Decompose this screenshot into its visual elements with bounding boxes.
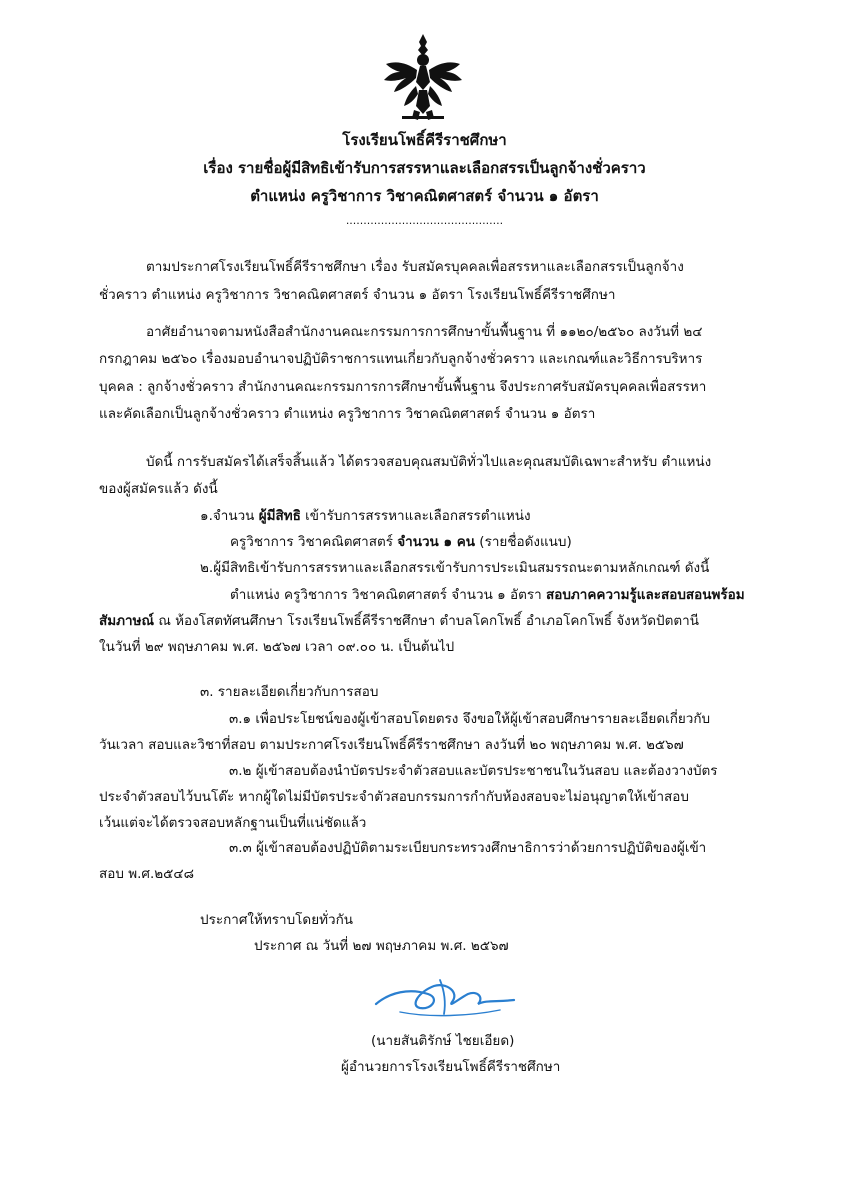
item-3-2-line-1: ๓.๒ ผู้เข้าสอบต้องนำบัตรประจำตัวสอบและบัตรประชาชนในวันสอบ และต้องวางบัตร: [229, 763, 718, 779]
item-2-line-3-bold: สัมภาษณ์: [99, 613, 155, 629]
closing-date: ประกาศ ณ วันที่ ๒๗ พฤษภาคม พ.ศ. ๒๕๖๗: [254, 938, 509, 954]
item-3-2-line-2: ประจำตัวสอบไว้บนโต๊ะ หากผู้ใดไม่มีบัตรประจำตัวสอบกรรมการกำกับห้องสอบจะไม่อนุญาตให้เข้าสอบ: [99, 789, 689, 805]
paragraph-2-line-1: อาศัยอำนาจตามหนังสือสำนักงานคณะกรรมการการศึกษาขั้นพื้นฐาน ที่ ๑๑๒๐/๒๕๖๐ ลงวันที่ ๒๔: [146, 324, 703, 340]
item-1-suffix: เข้ารับการสรรหาและเลือกสรรตำแหน่ง: [300, 508, 531, 524]
item-3-2-line-3: เว้นแต่จะได้ตรวจสอบหลักฐานเป็นที่แน่ชัดแล้ว: [99, 815, 367, 831]
paragraph-1-line-1: ตามประกาศโรงเรียนโพธิ์คีรีราชศึกษา เรื่อง รับสมัครบุคคลเพื่อสรรหาและเลือกสรรเป็นลูกจ้าง: [146, 259, 684, 275]
school-name: โรงเรียนโพธิ์คีรีราชศึกษา: [342, 131, 507, 149]
item-1-line-2-suffix: (รายชื่อดังแนบ): [475, 534, 572, 550]
closing-announce: ประกาศให้ทราบโดยทั่วกัน: [200, 912, 353, 928]
paragraph-3-line-2: ของผู้สมัครแล้ว ดังนี้: [99, 481, 218, 497]
paragraph-2-line-4: และคัดเลือกเป็นลูกจ้างชั่วคราว ตำแหน่ง ครูวิชาการ วิชาคณิตศาสตร์ จำนวน ๑ อัตรา: [99, 406, 596, 422]
item-2-line-1: ๒.ผู้มีสิทธิเข้ารับการสรรหาและเลือกสรรเข้ารับการประเมินสมรรถนะตามหลักเกณฑ์ ดังนี้: [200, 560, 710, 576]
item-1-prefix: ๑.จำนวน: [200, 508, 259, 524]
item-2-line-3: [99, 610, 699, 632]
paragraph-2-line-2: กรกฎาคม ๒๕๖๐ เรื่องมอบอำนาจปฏิบัติราชการแทนเกี่ยวกับลูกจ้างชั่วคราว และเกณฑ์และวิธีการบริหาร: [99, 351, 703, 367]
item-2-line-2-bold: สอบภาคความรู้และสอบสอนพร้อม: [545, 587, 745, 603]
signatory-name: (นายสันติรักษ์ ไชยเอียด): [371, 1033, 515, 1049]
item-3-3-line-1: ๓.๓ ผู้เข้าสอบต้องปฏิบัติตามระเบียบกระทรวงศึกษาธิการว่าด้วยการปฏิบัติของผู้เข้า: [229, 840, 707, 856]
paragraph-3-line-1: บัดนี้ การรับสมัครได้เสร็จสิ้นแล้ว ได้ตรวจสอบคุณสมบัติทั่วไปและคุณสมบัติเฉพาะสำหรับ ตำแหน่ง: [146, 454, 712, 470]
handwritten-signature-icon: [370, 968, 520, 1024]
item-2-line-4: ในวันที่ ๒๙ พฤษภาคม พ.ศ. ๒๕๖๗ เวลา ๐๙.๐๐ น. เป็นต้นไป: [99, 639, 455, 655]
item-1-bold: ผู้มีสิทธิ: [258, 508, 301, 524]
item-3-heading: ๓. รายละเอียดเกี่ยวกับการสอบ: [200, 684, 379, 700]
item-2-line-2: [230, 584, 745, 606]
item-1-line-2-prefix: ครูวิชาการ วิชาคณิตศาสตร์: [230, 534, 398, 550]
item-3-1-line-1: ๓.๑ เพื่อประโยชน์ของผู้เข้าสอบโดยตรง จึงขอให้ผู้เข้าสอบศึกษารายละเอียดเกี่ยวกับ: [229, 711, 711, 727]
announcement-subject: เรื่อง รายชื่อผู้มีสิทธิเข้ารับการสรรหาและเลือกสรรเป็นลูกจ้างชั่วคราว: [203, 159, 646, 177]
signatory-title: ผู้อำนวยการโรงเรียนโพธิ์คีรีราชศึกษา: [341, 1059, 561, 1075]
paragraph-2-line-3: บุคคล : ลูกจ้างชั่วคราว สำนักงานคณะกรรมการการศึกษาขั้นพื้นฐาน จึงประกาศรับสมัครบุคคลเพื่อสรรหา: [99, 379, 707, 395]
title-separator: .............................................: [345, 214, 504, 227]
item-1-line-2-bold: จำนวน ๑ คน: [397, 534, 476, 550]
item-2-line-2-prefix: ตำแหน่ง ครูวิชาการ วิชาคณิตศาสตร์ จำนวน ๑ อัตรา: [230, 587, 546, 603]
paragraph-1-line-2: ชั่วคราว ตำแหน่ง ครูวิชาการ วิชาคณิตศาสตร์ จำนวน ๑ อัตรา โรงเรียนโพธิ์คีรีราชศึกษา: [99, 287, 616, 303]
item-2-line-3-suffix: ณ ห้องโสตทัศนศึกษา โรงเรียนโพธิ์คีรีราชศึกษา ตำบลโคกโพธิ์ อำเภอโคกโพธิ์ จังหวัดปัตตานี: [154, 613, 699, 629]
item-3-3-line-2: สอบ พ.ศ.๒๕๔๘: [99, 866, 195, 882]
announcement-position: ตำแหน่ง ครูวิชาการ วิชาคณิตศาสตร์ จำนวน ๑ อัตรา: [250, 187, 599, 205]
item-3-1-line-2: วันเวลา สอบและวิชาที่สอบ ตามประกาศโรงเรียนโพธิ์คีรีราชศึกษา ลงวันที่ ๒๐ พฤษภาคม พ.ศ. ๒๕๖๗: [99, 737, 684, 753]
item-1-line-2: [230, 531, 572, 553]
garuda-emblem-icon: [380, 30, 466, 122]
item-1-line-1: [200, 505, 531, 527]
